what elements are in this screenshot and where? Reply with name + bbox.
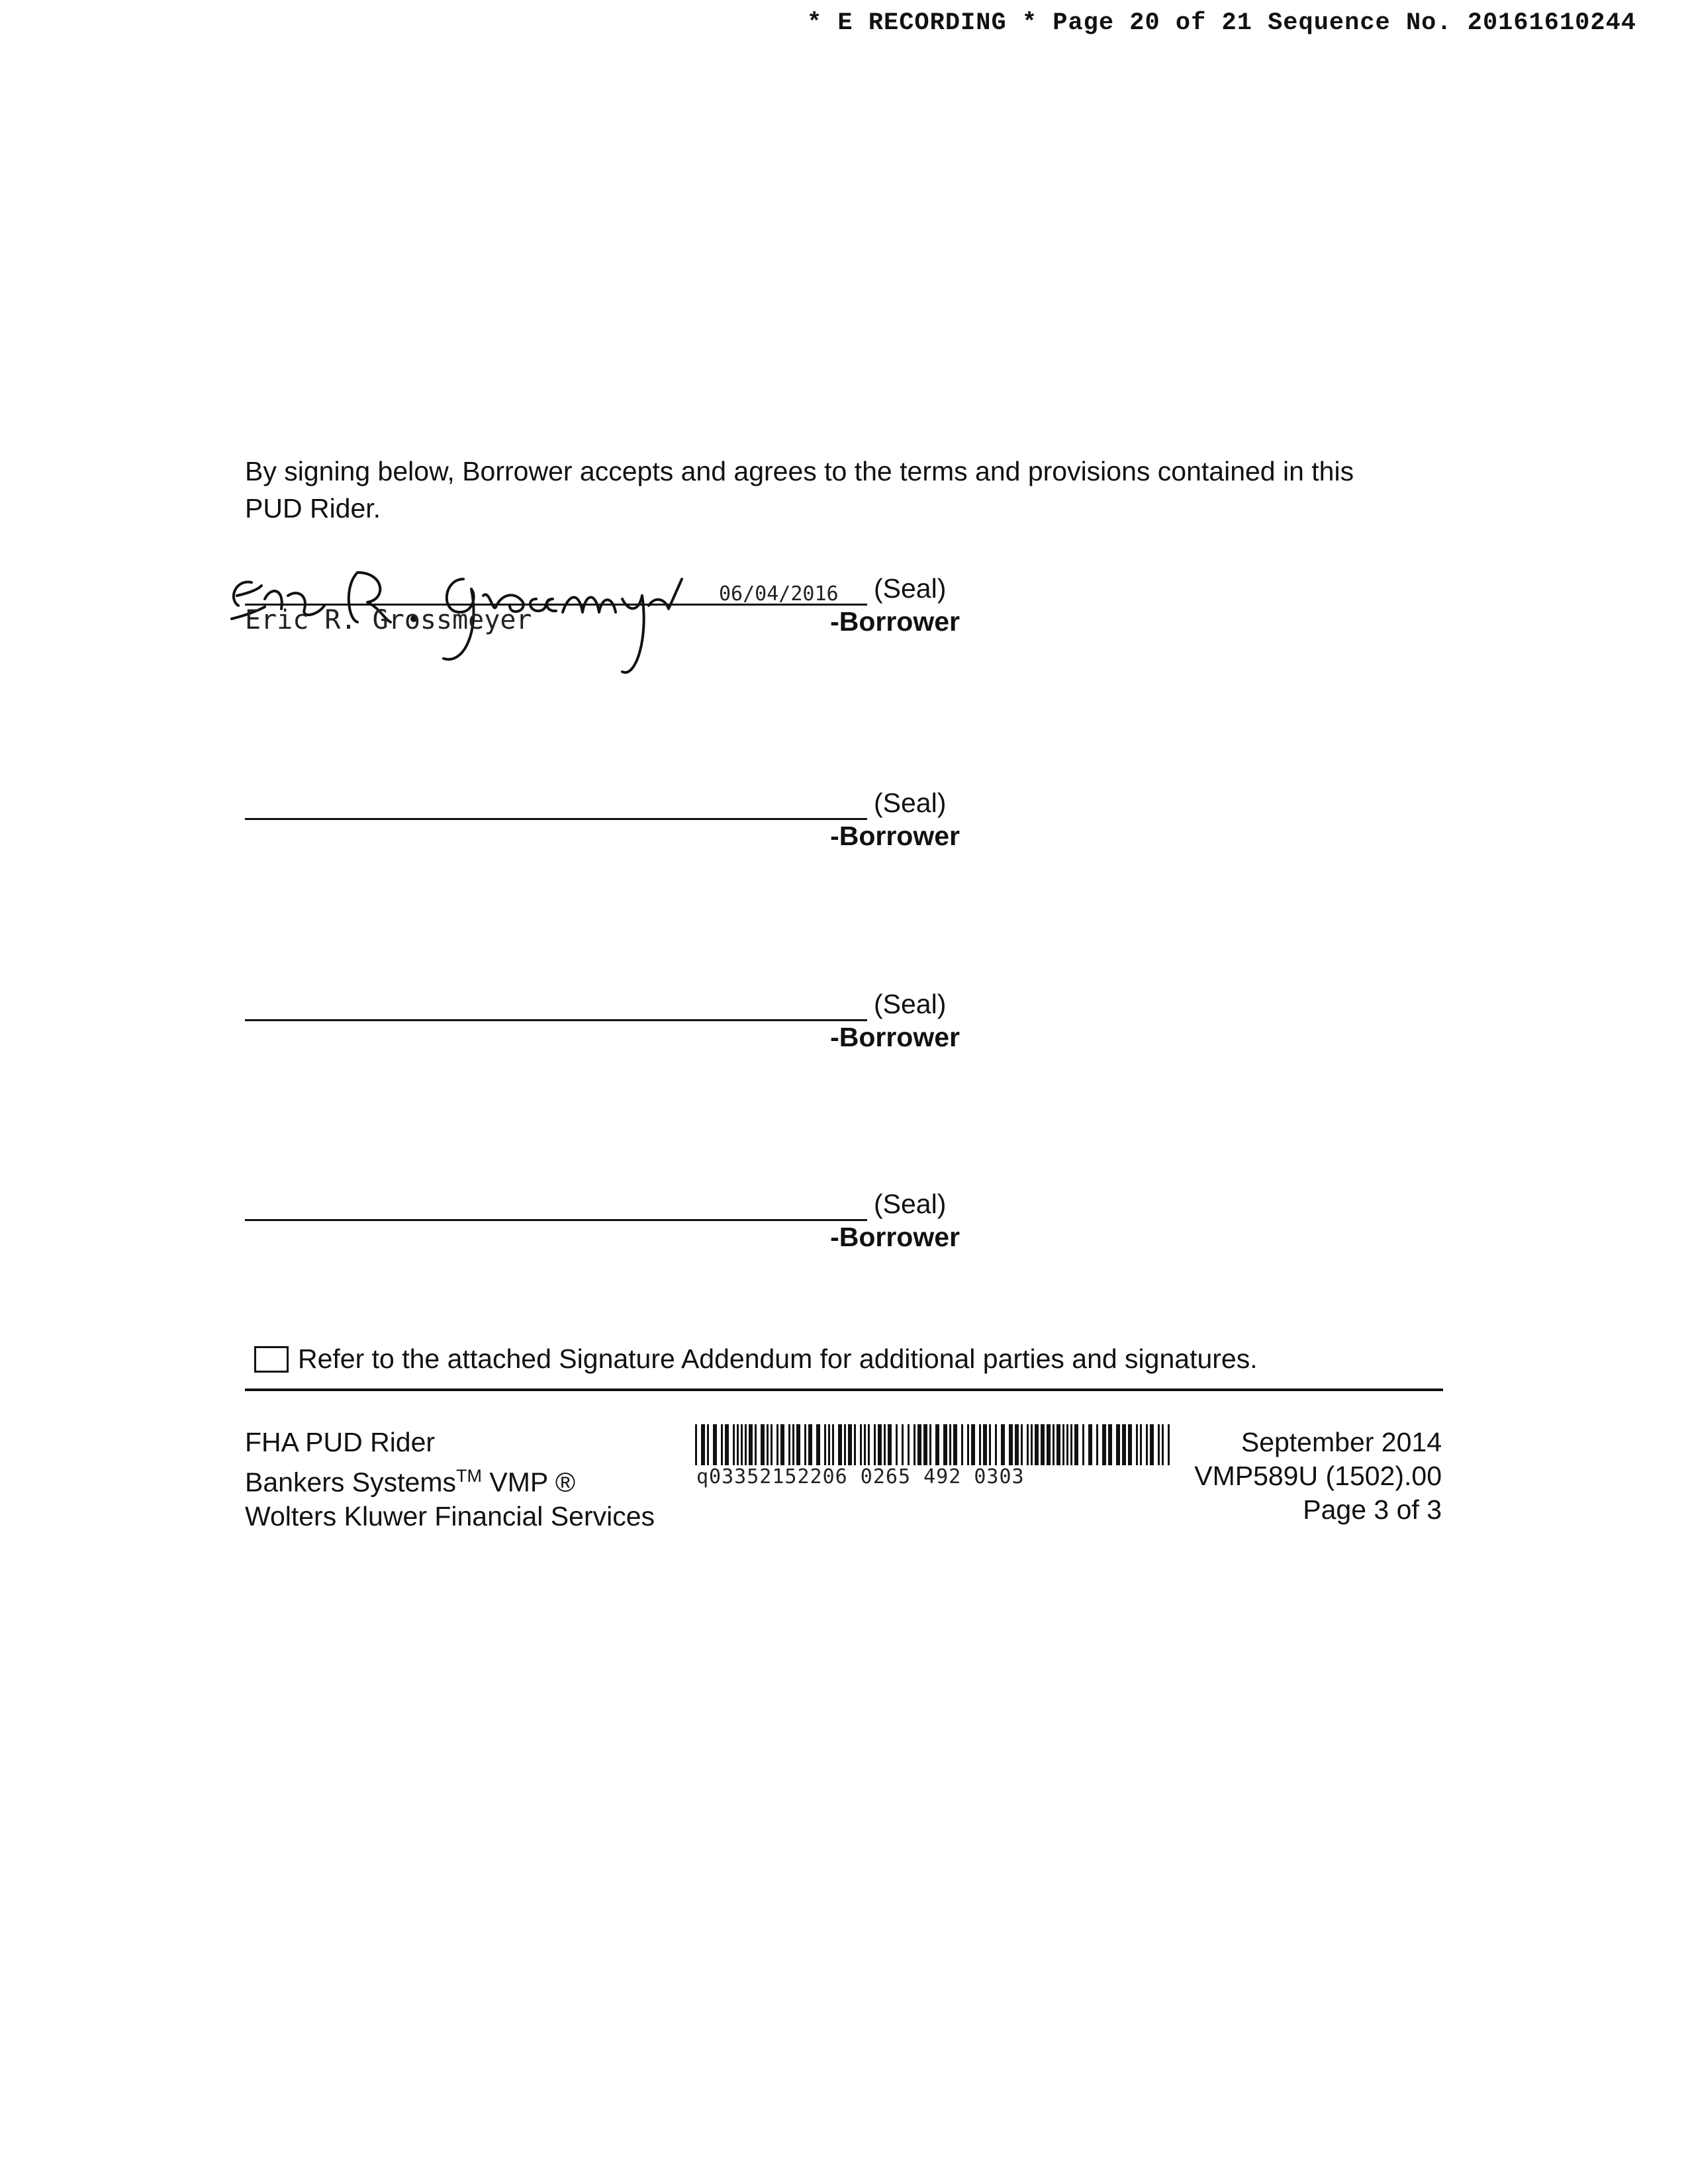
borrower-role: -Borrower <box>830 1222 960 1252</box>
barcode-number: q03352152206 0265 492 0303 <box>696 1465 1025 1488</box>
seal-label: (Seal) <box>874 788 947 818</box>
signature-line <box>245 1219 867 1221</box>
seal-label: (Seal) <box>874 573 947 604</box>
footer-right <box>1194 1426 1442 1527</box>
page-number: Page 3 of 3 <box>1303 1494 1442 1525</box>
signature-block-3 <box>245 979 960 1052</box>
signature-block-4 <box>245 1179 960 1252</box>
borrower-role: -Borrower <box>830 821 960 851</box>
signature-block-1 <box>245 564 960 637</box>
signature-date: 06/04/2016 <box>719 582 839 606</box>
borrower-role: -Borrower <box>830 1022 960 1052</box>
signature-line <box>245 818 867 820</box>
publisher-company: Wolters Kluwer Financial Services <box>245 1500 655 1531</box>
footer-left <box>245 1426 655 1533</box>
footer-divider <box>245 1388 1443 1391</box>
recording-header: * E RECORDING * Page 20 of 21 Sequence No. 20161610244 <box>807 9 1636 37</box>
form-date: September 2014 <box>1241 1427 1442 1457</box>
borrower-name: Eric R. Grossmeyer <box>245 605 532 635</box>
intro-text: By signing below, Borrower accepts and agrees to the terms and provisions contained in this PUD Rider. <box>245 456 1354 523</box>
publisher-line: Bankers Systems™ VMP ® <box>245 1466 576 1498</box>
addendum-text: Refer to the attached Signature Addendum for additional parties and signatures. <box>298 1343 1258 1374</box>
form-name: FHA PUD Rider <box>245 1427 436 1457</box>
addendum-checkbox[interactable] <box>254 1346 289 1373</box>
signature-block-2 <box>245 778 960 851</box>
seal-label: (Seal) <box>874 1189 947 1219</box>
borrower-role: -Borrower <box>830 606 960 637</box>
signature-addendum-row <box>254 1343 1258 1375</box>
barcode-image <box>695 1424 1172 1465</box>
signature-line <box>245 1019 867 1021</box>
seal-label: (Seal) <box>874 989 947 1019</box>
form-code: VMP589U (1502).00 <box>1194 1461 1442 1491</box>
